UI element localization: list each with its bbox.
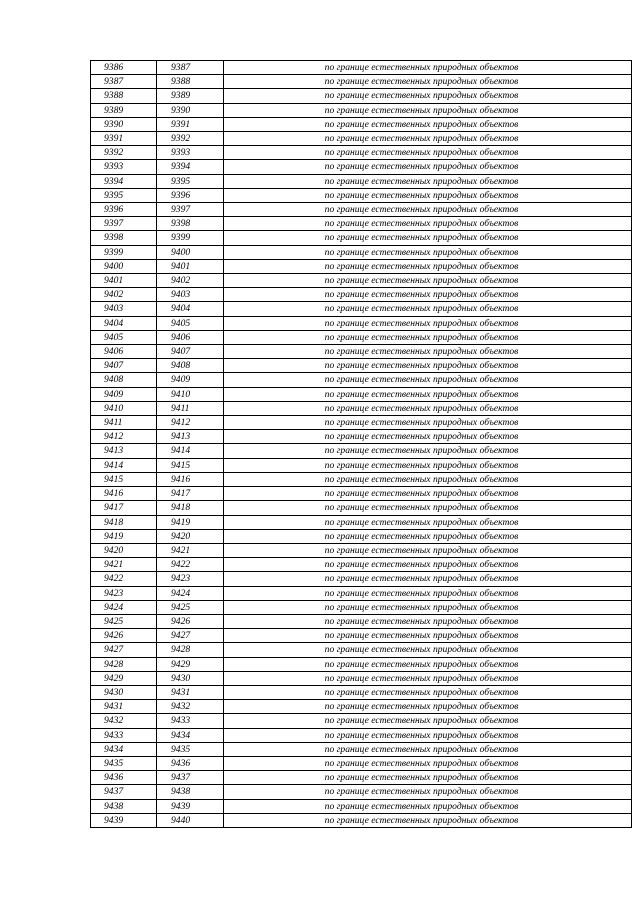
table-row bbox=[91, 75, 632, 89]
point-to-cell: 9440 bbox=[157, 813, 224, 827]
point-to-cell: 9414 bbox=[157, 444, 224, 458]
point-to-cell: 9429 bbox=[157, 657, 224, 671]
table-row bbox=[91, 501, 632, 515]
boundary-description-cell: по границе естественных природных объектов bbox=[224, 728, 632, 742]
point-from-cell: 9411 bbox=[91, 416, 157, 430]
boundary-description-cell: по границе естественных природных объектов bbox=[224, 302, 632, 316]
boundary-description-cell: по границе естественных природных объектов bbox=[224, 160, 632, 174]
point-from-cell: 9388 bbox=[91, 89, 157, 103]
boundary-description-cell: по границе естественных природных объектов bbox=[224, 671, 632, 685]
table-row bbox=[91, 671, 632, 685]
point-from-cell: 9400 bbox=[91, 259, 157, 273]
point-from-cell: 9408 bbox=[91, 373, 157, 387]
point-to-cell: 9420 bbox=[157, 529, 224, 543]
point-to-cell: 9397 bbox=[157, 203, 224, 217]
point-to-cell: 9389 bbox=[157, 89, 224, 103]
point-from-cell: 9418 bbox=[91, 515, 157, 529]
point-to-cell: 9430 bbox=[157, 671, 224, 685]
point-from-cell: 9434 bbox=[91, 742, 157, 756]
point-to-cell: 9403 bbox=[157, 288, 224, 302]
point-from-cell: 9427 bbox=[91, 643, 157, 657]
boundary-description-cell: по границе естественных природных объектов bbox=[224, 259, 632, 273]
table-row bbox=[91, 728, 632, 742]
boundary-description-cell: по границе естественных природных объектов bbox=[224, 813, 632, 827]
table-row bbox=[91, 132, 632, 146]
point-to-cell: 9416 bbox=[157, 472, 224, 486]
boundary-description-cell: по границе естественных природных объектов bbox=[224, 785, 632, 799]
table-row bbox=[91, 515, 632, 529]
point-from-cell: 9439 bbox=[91, 813, 157, 827]
boundary-description-cell: по границе естественных природных объектов bbox=[224, 217, 632, 231]
boundary-description-cell: по границе естественных природных объектов bbox=[224, 430, 632, 444]
boundary-description-cell: по границе естественных природных объектов bbox=[224, 742, 632, 756]
boundary-description-cell: по границе естественных природных объектов bbox=[224, 416, 632, 430]
table-row bbox=[91, 231, 632, 245]
table-row bbox=[91, 614, 632, 628]
point-to-cell: 9388 bbox=[157, 75, 224, 89]
point-from-cell: 9401 bbox=[91, 274, 157, 288]
boundary-description-cell: по границе естественных природных объектов bbox=[224, 316, 632, 330]
table-row bbox=[91, 373, 632, 387]
point-to-cell: 9426 bbox=[157, 614, 224, 628]
table-row bbox=[91, 61, 632, 75]
point-to-cell: 9439 bbox=[157, 799, 224, 813]
boundary-description-cell: по границе естественных природных объектов bbox=[224, 472, 632, 486]
boundary-description-cell: по границе естественных природных объектов bbox=[224, 359, 632, 373]
point-to-cell: 9432 bbox=[157, 700, 224, 714]
boundary-description-cell: по границе естественных природных объектов bbox=[224, 401, 632, 415]
table-row bbox=[91, 629, 632, 643]
boundary-description-cell: по границе естественных природных объектов bbox=[224, 373, 632, 387]
table-row bbox=[91, 103, 632, 117]
point-from-cell: 9387 bbox=[91, 75, 157, 89]
point-to-cell: 9401 bbox=[157, 259, 224, 273]
point-to-cell: 9412 bbox=[157, 416, 224, 430]
boundary-description-cell: по границе естественных природных объектов bbox=[224, 174, 632, 188]
point-to-cell: 9387 bbox=[157, 61, 224, 75]
boundary-description-cell: по границе естественных природных объектов bbox=[224, 288, 632, 302]
point-from-cell: 9417 bbox=[91, 501, 157, 515]
table-row bbox=[91, 217, 632, 231]
table-row bbox=[91, 600, 632, 614]
table-row bbox=[91, 458, 632, 472]
table-row bbox=[91, 799, 632, 813]
point-from-cell: 9437 bbox=[91, 785, 157, 799]
boundary-description-cell: по границе естественных природных объектов bbox=[224, 188, 632, 202]
boundary-description-cell: по границе естественных природных объектов bbox=[224, 501, 632, 515]
point-from-cell: 9399 bbox=[91, 245, 157, 259]
table-row bbox=[91, 643, 632, 657]
boundary-description-cell: по границе естественных природных объектов bbox=[224, 756, 632, 770]
point-to-cell: 9437 bbox=[157, 771, 224, 785]
boundary-description-cell: по границе естественных природных объектов bbox=[224, 444, 632, 458]
point-to-cell: 9409 bbox=[157, 373, 224, 387]
boundary-description-cell: по границе естественных природных объектов bbox=[224, 203, 632, 217]
point-from-cell: 9422 bbox=[91, 572, 157, 586]
boundary-description-cell: по границе естественных природных объектов bbox=[224, 487, 632, 501]
point-from-cell: 9390 bbox=[91, 117, 157, 131]
point-from-cell: 9431 bbox=[91, 700, 157, 714]
point-from-cell: 9396 bbox=[91, 203, 157, 217]
table-row bbox=[91, 558, 632, 572]
boundary-description-cell: по границе естественных природных объектов bbox=[224, 685, 632, 699]
point-to-cell: 9433 bbox=[157, 714, 224, 728]
point-from-cell: 9419 bbox=[91, 529, 157, 543]
point-to-cell: 9415 bbox=[157, 458, 224, 472]
table-row bbox=[91, 416, 632, 430]
table-row bbox=[91, 685, 632, 699]
point-from-cell: 9429 bbox=[91, 671, 157, 685]
table-row bbox=[91, 756, 632, 770]
point-from-cell: 9438 bbox=[91, 799, 157, 813]
table-row bbox=[91, 700, 632, 714]
point-from-cell: 9404 bbox=[91, 316, 157, 330]
point-from-cell: 9391 bbox=[91, 132, 157, 146]
point-from-cell: 9394 bbox=[91, 174, 157, 188]
point-to-cell: 9398 bbox=[157, 217, 224, 231]
point-from-cell: 9397 bbox=[91, 217, 157, 231]
table-row bbox=[91, 742, 632, 756]
boundary-description-cell: по границе естественных природных объектов bbox=[224, 146, 632, 160]
table-row bbox=[91, 245, 632, 259]
boundary-description-cell: по границе естественных природных объектов bbox=[224, 714, 632, 728]
point-to-cell: 9418 bbox=[157, 501, 224, 515]
table-row bbox=[91, 359, 632, 373]
point-from-cell: 9393 bbox=[91, 160, 157, 174]
point-to-cell: 9413 bbox=[157, 430, 224, 444]
point-from-cell: 9392 bbox=[91, 146, 157, 160]
boundary-points-table bbox=[90, 60, 632, 828]
boundary-description-cell: по границе естественных природных объектов bbox=[224, 345, 632, 359]
point-to-cell: 9431 bbox=[157, 685, 224, 699]
point-to-cell: 9391 bbox=[157, 117, 224, 131]
table-row bbox=[91, 714, 632, 728]
point-from-cell: 9425 bbox=[91, 614, 157, 628]
boundary-description-cell: по границе естественных природных объектов bbox=[224, 700, 632, 714]
boundary-description-cell: по границе естественных природных объектов bbox=[224, 245, 632, 259]
table-row bbox=[91, 188, 632, 202]
point-from-cell: 9435 bbox=[91, 756, 157, 770]
table-row bbox=[91, 160, 632, 174]
table-row bbox=[91, 771, 632, 785]
point-from-cell: 9423 bbox=[91, 586, 157, 600]
point-from-cell: 9415 bbox=[91, 472, 157, 486]
table-row bbox=[91, 146, 632, 160]
point-to-cell: 9438 bbox=[157, 785, 224, 799]
boundary-description-cell: по границе естественных природных объектов bbox=[224, 558, 632, 572]
table-row bbox=[91, 330, 632, 344]
point-to-cell: 9411 bbox=[157, 401, 224, 415]
table-row bbox=[91, 316, 632, 330]
point-to-cell: 9424 bbox=[157, 586, 224, 600]
point-to-cell: 9419 bbox=[157, 515, 224, 529]
point-from-cell: 9406 bbox=[91, 345, 157, 359]
point-to-cell: 9423 bbox=[157, 572, 224, 586]
boundary-description-cell: по границе естественных природных объектов bbox=[224, 614, 632, 628]
point-from-cell: 9433 bbox=[91, 728, 157, 742]
table-row bbox=[91, 586, 632, 600]
table-row bbox=[91, 785, 632, 799]
point-from-cell: 9403 bbox=[91, 302, 157, 316]
boundary-description-cell: по границе естественных природных объектов bbox=[224, 643, 632, 657]
table-row bbox=[91, 472, 632, 486]
point-from-cell: 9398 bbox=[91, 231, 157, 245]
boundary-description-cell: по границе естественных природных объектов bbox=[224, 387, 632, 401]
table-row bbox=[91, 117, 632, 131]
table-row bbox=[91, 401, 632, 415]
point-from-cell: 9410 bbox=[91, 401, 157, 415]
table-row bbox=[91, 444, 632, 458]
point-to-cell: 9427 bbox=[157, 629, 224, 643]
boundary-description-cell: по границе естественных природных объектов bbox=[224, 657, 632, 671]
point-from-cell: 9409 bbox=[91, 387, 157, 401]
point-to-cell: 9436 bbox=[157, 756, 224, 770]
boundary-description-cell: по границе естественных природных объектов bbox=[224, 543, 632, 557]
point-from-cell: 9395 bbox=[91, 188, 157, 202]
table-row bbox=[91, 487, 632, 501]
point-to-cell: 9400 bbox=[157, 245, 224, 259]
point-to-cell: 9408 bbox=[157, 359, 224, 373]
boundary-description-cell: по границе естественных природных объектов bbox=[224, 572, 632, 586]
point-to-cell: 9406 bbox=[157, 330, 224, 344]
point-from-cell: 9424 bbox=[91, 600, 157, 614]
table-row bbox=[91, 657, 632, 671]
point-to-cell: 9407 bbox=[157, 345, 224, 359]
boundary-description-cell: по границе естественных природных объектов bbox=[224, 330, 632, 344]
point-to-cell: 9396 bbox=[157, 188, 224, 202]
table-row bbox=[91, 89, 632, 103]
boundary-description-cell: по границе естественных природных объектов bbox=[224, 89, 632, 103]
point-to-cell: 9394 bbox=[157, 160, 224, 174]
point-to-cell: 9395 bbox=[157, 174, 224, 188]
boundary-description-cell: по границе естественных природных объектов bbox=[224, 231, 632, 245]
point-from-cell: 9413 bbox=[91, 444, 157, 458]
point-to-cell: 9421 bbox=[157, 543, 224, 557]
table-row bbox=[91, 572, 632, 586]
point-from-cell: 9430 bbox=[91, 685, 157, 699]
boundary-description-cell: по границе естественных природных объектов bbox=[224, 458, 632, 472]
table-row bbox=[91, 813, 632, 827]
boundary-description-cell: по границе естественных природных объектов bbox=[224, 515, 632, 529]
table-row bbox=[91, 174, 632, 188]
boundary-description-cell: по границе естественных природных объектов bbox=[224, 799, 632, 813]
boundary-description-cell: по границе естественных природных объектов bbox=[224, 586, 632, 600]
point-to-cell: 9428 bbox=[157, 643, 224, 657]
point-from-cell: 9412 bbox=[91, 430, 157, 444]
table-row bbox=[91, 529, 632, 543]
point-from-cell: 9420 bbox=[91, 543, 157, 557]
table-row bbox=[91, 203, 632, 217]
table-row bbox=[91, 302, 632, 316]
point-to-cell: 9435 bbox=[157, 742, 224, 756]
boundary-description-cell: по границе естественных природных объектов bbox=[224, 629, 632, 643]
point-from-cell: 9426 bbox=[91, 629, 157, 643]
point-from-cell: 9436 bbox=[91, 771, 157, 785]
point-to-cell: 9393 bbox=[157, 146, 224, 160]
table-row bbox=[91, 345, 632, 359]
boundary-description-cell: по границе естественных природных объектов bbox=[224, 274, 632, 288]
point-to-cell: 9399 bbox=[157, 231, 224, 245]
point-to-cell: 9425 bbox=[157, 600, 224, 614]
point-from-cell: 9432 bbox=[91, 714, 157, 728]
point-to-cell: 9390 bbox=[157, 103, 224, 117]
point-from-cell: 9402 bbox=[91, 288, 157, 302]
point-from-cell: 9389 bbox=[91, 103, 157, 117]
point-to-cell: 9434 bbox=[157, 728, 224, 742]
table-row bbox=[91, 543, 632, 557]
boundary-description-cell: по границе естественных природных объектов bbox=[224, 61, 632, 75]
table-row bbox=[91, 387, 632, 401]
point-to-cell: 9417 bbox=[157, 487, 224, 501]
point-to-cell: 9392 bbox=[157, 132, 224, 146]
boundary-description-cell: по границе естественных природных объектов bbox=[224, 117, 632, 131]
point-to-cell: 9422 bbox=[157, 558, 224, 572]
table-body bbox=[91, 61, 632, 828]
point-from-cell: 9407 bbox=[91, 359, 157, 373]
point-from-cell: 9428 bbox=[91, 657, 157, 671]
table-row bbox=[91, 288, 632, 302]
point-to-cell: 9402 bbox=[157, 274, 224, 288]
point-from-cell: 9421 bbox=[91, 558, 157, 572]
boundary-description-cell: по границе естественных природных объектов bbox=[224, 529, 632, 543]
point-from-cell: 9386 bbox=[91, 61, 157, 75]
table-row bbox=[91, 274, 632, 288]
table-row bbox=[91, 259, 632, 273]
boundary-description-cell: по границе естественных природных объектов bbox=[224, 771, 632, 785]
point-to-cell: 9404 bbox=[157, 302, 224, 316]
point-from-cell: 9416 bbox=[91, 487, 157, 501]
boundary-description-cell: по границе естественных природных объектов bbox=[224, 75, 632, 89]
point-to-cell: 9410 bbox=[157, 387, 224, 401]
table-row bbox=[91, 430, 632, 444]
boundary-description-cell: по границе естественных природных объектов bbox=[224, 600, 632, 614]
boundary-description-cell: по границе естественных природных объектов bbox=[224, 103, 632, 117]
point-from-cell: 9405 bbox=[91, 330, 157, 344]
boundary-description-cell: по границе естественных природных объектов bbox=[224, 132, 632, 146]
point-to-cell: 9405 bbox=[157, 316, 224, 330]
point-from-cell: 9414 bbox=[91, 458, 157, 472]
